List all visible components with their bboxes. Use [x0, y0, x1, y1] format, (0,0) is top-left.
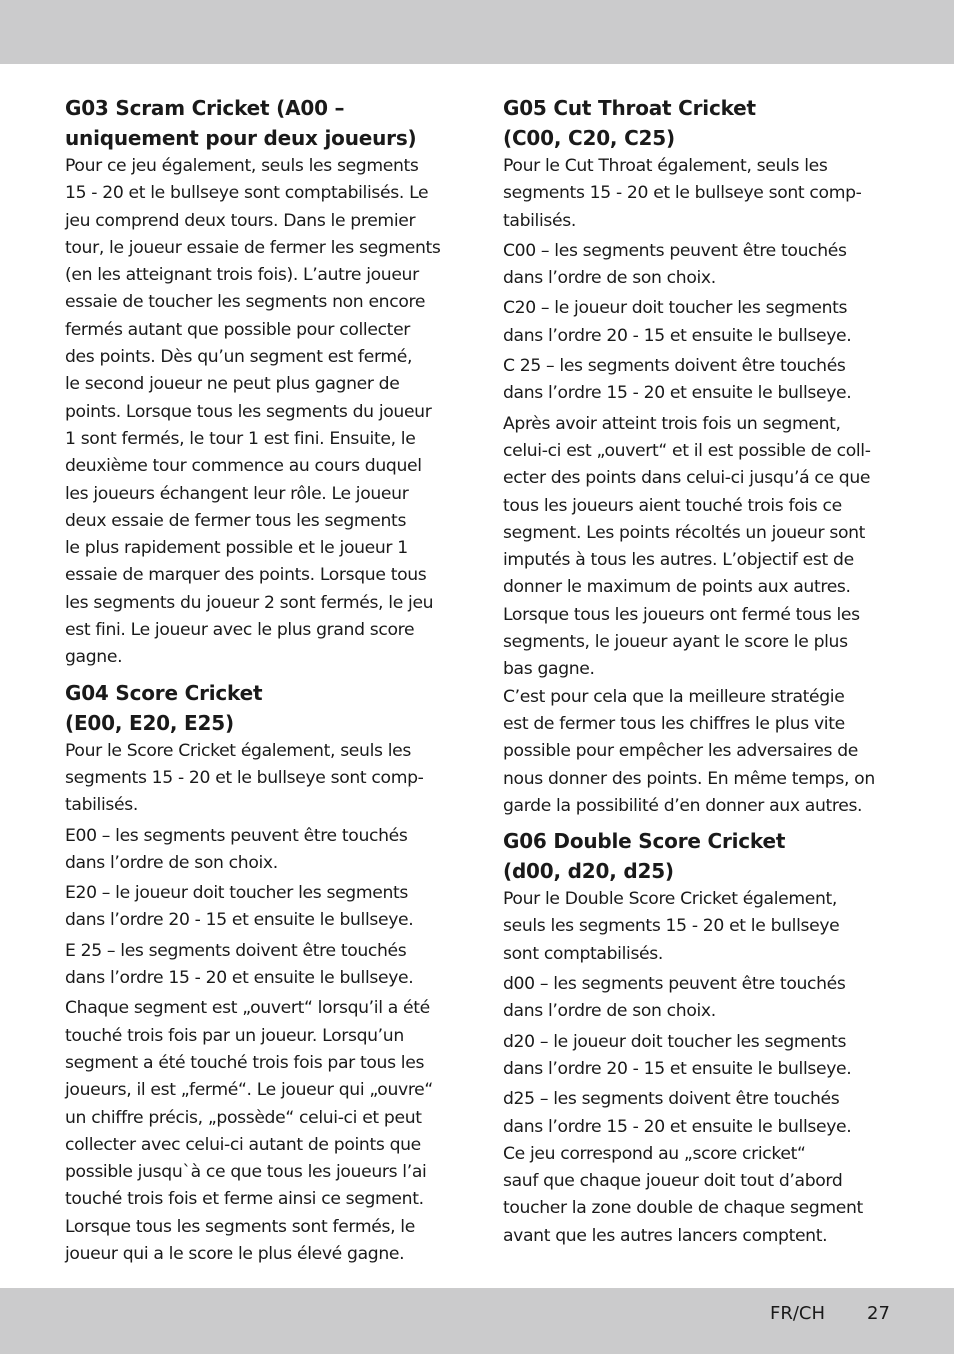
section-heading-g05 [503, 93, 895, 153]
text-line: points. Lorsque tous les segments du joueur [65, 401, 432, 422]
text-line: avant que les autres lancers comptent. [503, 1225, 828, 1246]
text-line: d20 – le joueur doit toucher les segments [503, 1031, 847, 1052]
heading-line: G03 Scram Cricket (A00 – [65, 96, 345, 120]
section-heading-g03 [65, 93, 457, 153]
text-line: segment a été touché trois fois par tous les [65, 1052, 425, 1073]
text-line: C00 – les segments peuvent être touchés [503, 240, 847, 261]
text-line: le plus rapidement possible et le joueur 1 [65, 538, 408, 559]
text-line: ecter des points dans celui-ci jusqu’á ce que [503, 468, 871, 489]
text-line: fermés autant que possible pour collecter [65, 319, 411, 340]
paragraph [65, 738, 457, 820]
section-heading-g06 [503, 826, 895, 886]
section-g04 [65, 678, 457, 1269]
text-line: donner le maximum de points aux autres. [503, 577, 851, 598]
text-line: segments 15 - 20 et le bullseye sont comp- [503, 183, 862, 204]
text-line: deuxième tour commence au cours duquel [65, 456, 422, 477]
text-line: Pour le Cut Throat également, seuls les [503, 156, 828, 176]
text-line: C’est pour cela que la meilleure stratégie [503, 686, 845, 707]
text-line: (en les atteignant trois fois). L’autre joueur [65, 265, 419, 286]
text-line: des points. Dès qu’un segment est fermé, [65, 347, 413, 368]
heading-line: uniquement pour deux joueurs) [65, 126, 417, 150]
text-line: dans l’ordre de son choix. [503, 268, 716, 289]
paragraph [65, 938, 457, 993]
text-line: sauf que chaque joueur doit tout d’abord [503, 1171, 843, 1192]
paragraph [503, 153, 895, 235]
text-line: segment. Les points récoltés un joueur sont [503, 522, 866, 543]
text-line: sont comptabilisés. [503, 943, 663, 964]
text-line: dans l’ordre 20 - 15 et ensuite le bullseye. [503, 325, 852, 346]
section-heading-g04 [65, 678, 457, 738]
paragraph [503, 295, 895, 350]
text-line: garde la possibilité d’en donner aux autres. [503, 795, 863, 816]
text-line: dans l’ordre de son choix. [503, 1001, 716, 1022]
paragraph [503, 353, 895, 408]
text-line: joueurs, il est „fermé“. Le joueur qui „ouvre“ [65, 1080, 433, 1101]
text-line: tabilisés. [65, 795, 138, 816]
paragraph [503, 1029, 895, 1084]
heading-line: (E00, E20, E25) [65, 710, 234, 735]
text-line: les segments du joueur 2 sont fermés, le jeu [65, 592, 434, 613]
text-line: touché trois fois et ferme ainsi ce segment. [65, 1189, 424, 1210]
text-line: Pour ce jeu également, seuls les segments [65, 156, 419, 176]
text-line: segments 15 - 20 et le bullseye sont comp- [65, 767, 424, 788]
text-line: E20 – le joueur doit toucher les segments [65, 883, 409, 904]
paragraph [65, 880, 457, 935]
left-column [65, 93, 457, 1268]
page-number: 27 [867, 1303, 890, 1324]
text-line: possible pour empêcher les adversaires de [503, 741, 859, 762]
footer-language: FR/CH [770, 1303, 826, 1324]
text-line: Lorsque tous les joueurs ont fermé tous les [503, 604, 860, 625]
text-line: touché trois fois par un joueur. Lorsqu’un [65, 1025, 404, 1046]
text-line: tour, le joueur essaie de fermer les segments [65, 237, 441, 258]
text-line: dans l’ordre 20 - 15 et ensuite le bullseye. [65, 910, 414, 931]
text-line: bas gagne. [503, 659, 595, 680]
paragraph [65, 995, 457, 1268]
text-line: dans l’ordre 15 - 20 et ensuite le bullseye. [503, 1116, 852, 1137]
section-g03 [65, 93, 457, 672]
text-line: joueur qui a le score le plus élevé gagne. [65, 1243, 405, 1264]
text-line: un chiffre précis, „possède“ celui-ci et peut [65, 1107, 422, 1128]
text-line: est fini. Le joueur avec le plus grand score [65, 620, 415, 641]
text-line: Ce jeu correspond au „score cricket“ [503, 1143, 806, 1164]
text-line: Pour le Double Score Cricket également, [503, 889, 838, 910]
heading-line: G04 Score Cricket [65, 680, 263, 705]
paragraph [65, 823, 457, 878]
paragraph [65, 153, 457, 672]
heading-line: G06 Double Score Cricket [503, 829, 786, 854]
text-line: imputés à tous les autres. L’objectif est de [503, 550, 854, 571]
paragraph [503, 971, 895, 1026]
paragraph [503, 238, 895, 293]
right-column [503, 93, 895, 1250]
text-line: tous les joueurs aient touché trois fois ce [503, 495, 842, 516]
text-line: Lorsque tous les segments sont fermés, le [65, 1216, 415, 1237]
text-line: jeu comprend deux tours. Dans le premier [65, 210, 416, 231]
section-g05 [503, 93, 895, 820]
paragraph [503, 1086, 895, 1250]
heading-line: G05 Cut Throat Cricket [503, 96, 756, 120]
heading-line: (d00, d20, d25) [503, 859, 674, 884]
text-line: Pour le Score Cricket également, seuls les [65, 740, 411, 761]
text-line: dans l’ordre de son choix. [65, 852, 278, 873]
text-line: dans l’ordre 15 - 20 et ensuite le bullseye. [503, 383, 852, 404]
text-line: 15 - 20 et le bullseye sont comptabilisés. Le [65, 183, 429, 204]
text-line: d00 – les segments peuvent être touchés [503, 974, 846, 995]
text-line: celui-ci est „ouvert“ et il est possible de coll- [503, 440, 871, 461]
text-line: Après avoir atteint trois fois un segment, [503, 413, 841, 434]
text-line: C 25 – les segments doivent être touchés [503, 356, 846, 377]
text-line: dans l’ordre 20 - 15 et ensuite le bullseye. [503, 1058, 852, 1079]
text-line: C20 – le joueur doit toucher les segments [503, 298, 848, 319]
text-line: possible jusqu`à ce que tous les joueurs l’ai [65, 1162, 427, 1183]
text-line: essaie de toucher les segments non encore [65, 292, 426, 313]
text-line: tabilisés. [503, 210, 576, 231]
text-line: les joueurs échangent leur rôle. Le joueur [65, 483, 409, 504]
paragraph [503, 411, 895, 820]
text-line: collecter avec celui-ci autant de points que [65, 1134, 421, 1155]
text-line: essaie de marquer des points. Lorsque tous [65, 565, 427, 586]
heading-line: (C00, C20, C25) [503, 126, 675, 150]
text-line: Chaque segment est „ouvert“ lorsqu’il a été [65, 998, 430, 1019]
text-line: toucher la zone double de chaque segment [503, 1198, 863, 1219]
text-line: E00 – les segments peuvent être touchés [65, 825, 408, 846]
text-line: nous donner des points. En même temps, on [503, 768, 875, 789]
text-line: dans l’ordre 15 - 20 et ensuite le bullseye. [65, 968, 414, 989]
header-band [0, 0, 954, 64]
text-line: seuls les segments 15 - 20 et le bullseye [503, 916, 840, 937]
text-line: E 25 – les segments doivent être touchés [65, 940, 407, 961]
text-line: 1 sont fermés, le tour 1 est fini. Ensuite, le [65, 428, 416, 449]
paragraph [503, 886, 895, 968]
section-g06 [503, 826, 895, 1250]
text-line: le second joueur ne peut plus gagner de [65, 374, 400, 395]
text-line: segments, le joueur ayant le score le plus [503, 632, 848, 653]
text-line: est de fermer tous les chiffres le plus vite [503, 713, 845, 734]
text-line: deux essaie de fermer tous les segments [65, 510, 407, 531]
text-line: d25 – les segments doivent être touchés [503, 1089, 840, 1110]
text-line: gagne. [65, 647, 123, 668]
